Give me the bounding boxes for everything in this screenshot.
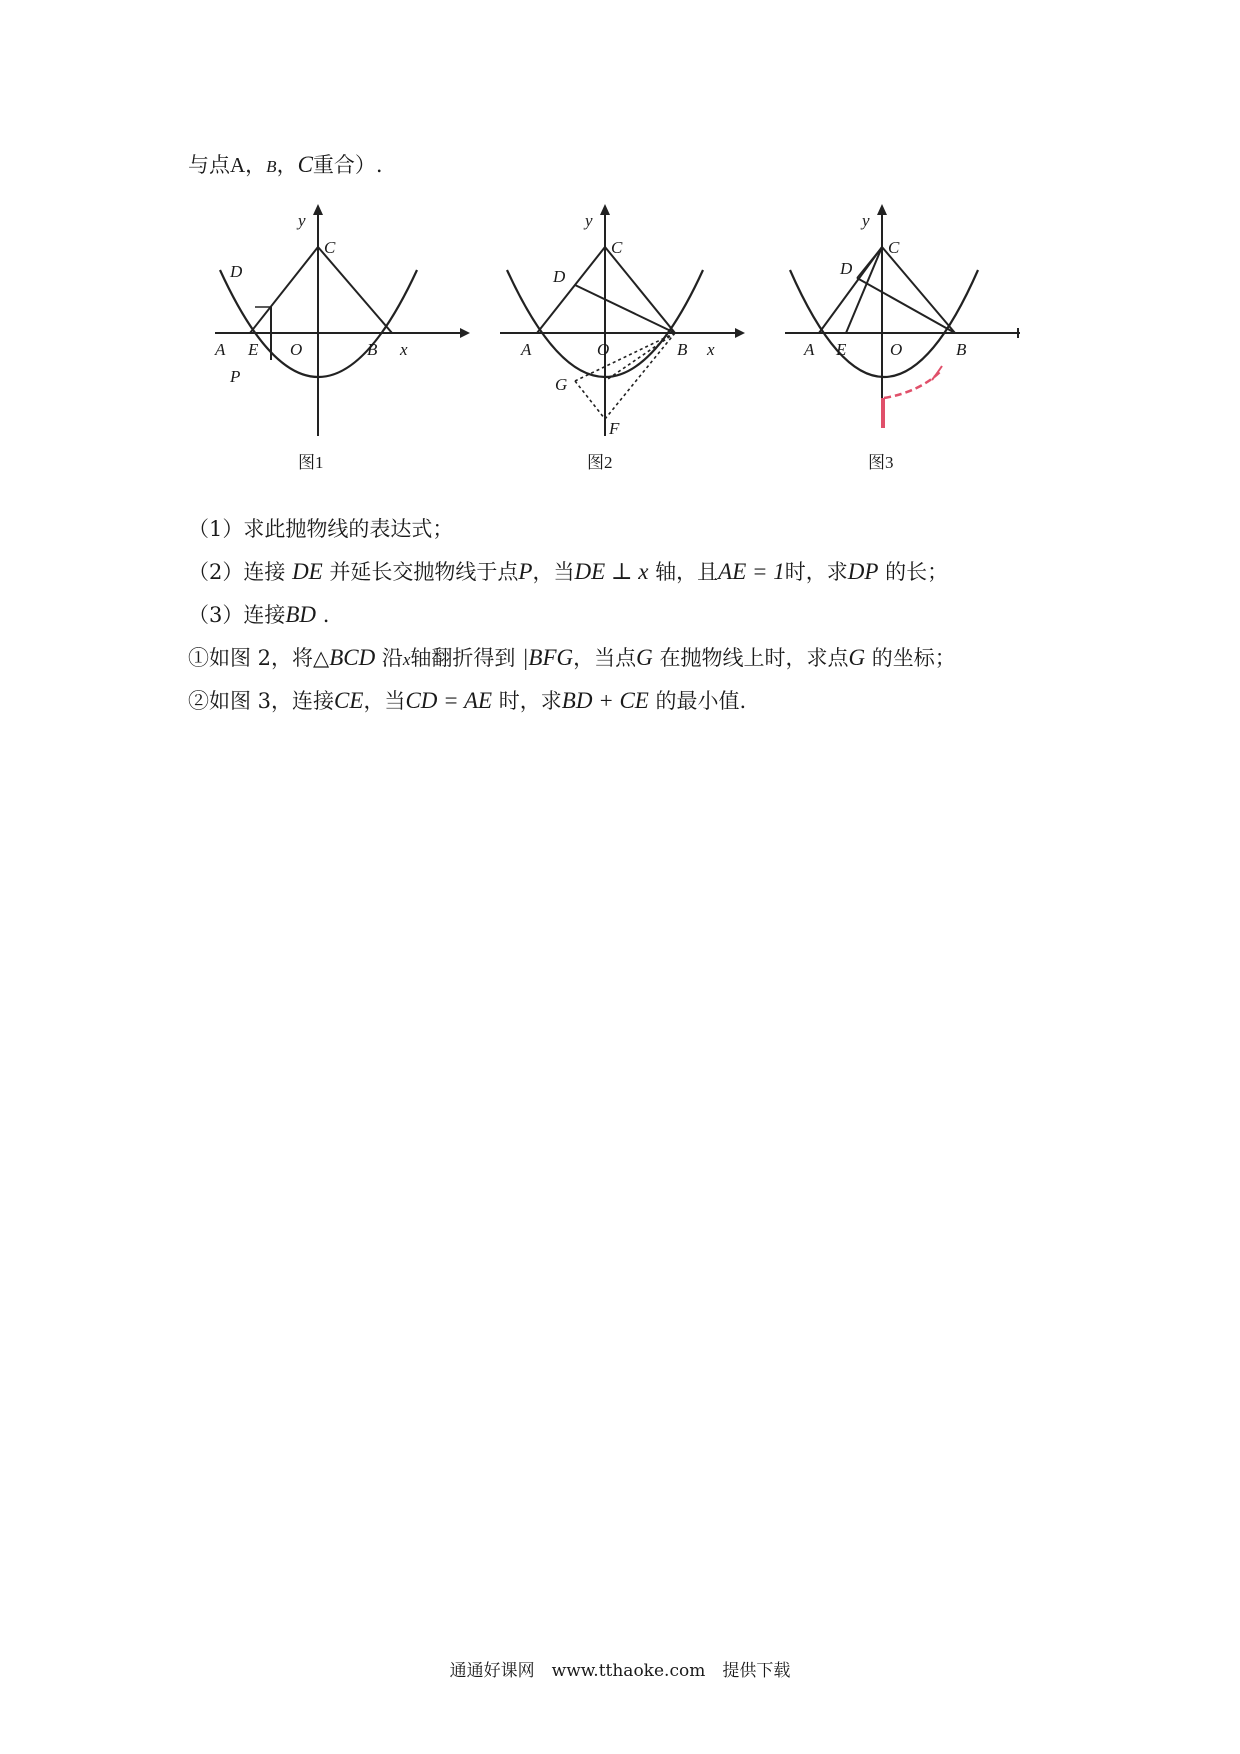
question-text: 连接 <box>243 560 286 584</box>
segment-ac <box>537 247 605 333</box>
segment-cb <box>318 247 392 333</box>
question-number: （3） <box>188 603 244 627</box>
math-expr: G <box>848 645 866 670</box>
figure-1 <box>210 200 470 480</box>
y-axis-arrow-icon <box>600 204 610 215</box>
figure-2-diagram <box>495 200 755 480</box>
question-text: ，当 <box>363 689 406 713</box>
segment-gf <box>575 381 605 419</box>
label-a: A <box>521 340 532 359</box>
question-number: ② <box>188 689 209 713</box>
y-axis-arrow-icon <box>313 204 323 215</box>
figure-3 <box>780 200 1040 480</box>
intro-separator: ， <box>276 153 298 177</box>
question-3 <box>188 600 329 630</box>
figure-3-caption: 图3 <box>868 453 894 472</box>
segment-db <box>857 278 955 333</box>
label-a: A <box>804 340 815 359</box>
question-text: 在抛物线上时，求点 <box>659 646 849 670</box>
math-expr: BD + CE <box>561 688 649 713</box>
math-expr: DE ⊥ x <box>574 559 649 584</box>
math-expr: CD = AE <box>405 688 493 713</box>
label-d: D <box>840 259 853 278</box>
math-expr: BCD <box>329 645 376 670</box>
question-3b <box>188 686 746 716</box>
question-text: 沿 <box>381 646 403 670</box>
label-y: y <box>298 211 306 230</box>
math-expr: |BFG <box>522 645 574 670</box>
x-axis-arrow-icon <box>460 328 470 338</box>
question-text: 连接 <box>243 603 286 627</box>
question-text: 的长； <box>885 560 949 584</box>
label-b: B <box>677 340 688 359</box>
math-expr: DE <box>292 559 323 584</box>
intro-point-c: C <box>297 152 313 177</box>
segment-ac <box>250 247 318 333</box>
figure-2 <box>495 200 755 480</box>
y-axis-arrow-icon <box>877 204 887 215</box>
segment-dc <box>857 247 882 278</box>
segment-cb <box>605 247 675 333</box>
question-number: （2） <box>188 560 244 584</box>
label-b: B <box>956 340 967 359</box>
math-expr: BD <box>285 602 317 627</box>
intro-text-end: 重合）. <box>312 153 383 177</box>
intro-point-a: A <box>230 153 246 177</box>
page-footer: 通通好课网 www.tthaoke.com 提供下载 <box>449 1661 791 1681</box>
label-o: O <box>890 340 903 359</box>
figure-2-caption: 图2 <box>587 453 613 472</box>
intro-text: 与点 <box>188 153 230 177</box>
annotation-tick <box>932 366 942 380</box>
intro-separator: ， <box>245 153 267 177</box>
question-text: 如图 2，将△ <box>209 646 330 670</box>
question-text: 时，求 <box>498 689 562 713</box>
segment-db <box>575 285 675 333</box>
label-o: O <box>290 340 303 359</box>
question-3a <box>188 643 956 675</box>
question-1 <box>188 514 453 544</box>
math-expr: G <box>636 645 653 670</box>
label-c: C <box>611 238 623 257</box>
label-a: A <box>215 340 226 359</box>
label-b: B <box>367 340 378 359</box>
math-expr: DP <box>847 559 879 584</box>
question-text: ，当点 <box>573 646 637 670</box>
question-text: 并延长交抛物线于点 <box>329 560 519 584</box>
question-text: 求此抛物线的表达式； <box>243 517 454 541</box>
question-text: ，当 <box>532 560 575 584</box>
x-axis-arrow-icon <box>735 328 745 338</box>
label-e: E <box>836 340 847 359</box>
label-x: x <box>707 340 715 359</box>
intro-line <box>188 150 383 182</box>
question-text: 轴翻折得到 <box>410 646 516 670</box>
label-f: F <box>609 419 620 438</box>
figure-3-diagram <box>780 200 1040 480</box>
figure-1-caption: 图1 <box>298 453 324 472</box>
label-x: x <box>400 340 408 359</box>
figure-1-diagram <box>210 200 470 480</box>
question-text: 时，求 <box>784 560 848 584</box>
intro-point-b: B <box>266 157 277 176</box>
label-c: C <box>324 238 336 257</box>
label-y: y <box>585 211 593 230</box>
question-number: ① <box>188 646 209 670</box>
math-expr: P <box>518 559 533 584</box>
label-e: E <box>248 340 259 359</box>
parabola <box>790 270 978 377</box>
question-number: （1） <box>188 517 244 541</box>
label-c: C <box>888 238 900 257</box>
math-expr: CE <box>334 688 364 713</box>
segment-b-axis <box>605 333 675 381</box>
question-text: 如图 3，连接 <box>209 689 335 713</box>
label-o: O <box>597 340 610 359</box>
label-g: G <box>555 375 568 394</box>
question-2 <box>188 557 948 587</box>
question-text: 的最小值. <box>655 689 747 713</box>
math-expr: AE = 1 <box>718 559 785 584</box>
question-text: 轴，且 <box>655 560 719 584</box>
segment-cb <box>882 247 955 333</box>
math-expr: x <box>402 650 411 669</box>
annotation-stroke <box>884 370 942 398</box>
label-d: D <box>553 267 566 286</box>
label-d: D <box>230 262 243 281</box>
label-y: y <box>862 211 870 230</box>
question-text: 的坐标； <box>871 646 956 670</box>
label-p: P <box>230 367 241 386</box>
question-text: . <box>322 603 330 627</box>
